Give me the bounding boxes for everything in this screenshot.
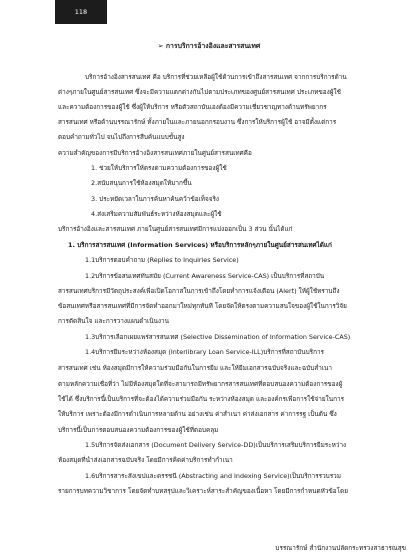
body-line: ให้บริการ เพราะต้องมีการดำเนินการหลายด้าน อย่างเช่น ค่าสำเนา ค่าส่งเอกสาร ค่าการรฐ เป็นต้น ซึ่ง xyxy=(58,410,337,418)
body-line: ห้องสมุดที่นำส่งเอกสารฉบับจริง โดยมีการคิดค่าบริการทำกำเนา xyxy=(58,456,233,464)
body-line: 1.6บริการสาระสังเขปและดรรชนี (Abstracting and Indexing Service)เป็นบริการรวบรวม xyxy=(85,472,341,480)
list-item: 3. ประหยัดเวลาในการค้นหาค้นคว้าข้อเท็จจริง xyxy=(91,195,219,203)
body-line: ข้อสนเทศหรือสารสนเทศที่มีการจัดทำออกมาใหม่ทุกทันที โดยจัดให้ตรงตามความสนใจของผู้ใช้ในการวิจัย xyxy=(58,302,347,310)
page-footer: บรรณารักษ์ สำนักงานปลัดกระทรวงสาธารณสุข xyxy=(275,544,406,552)
list-item: 1. ช่วยให้บริการให้ตรงตามความต้องการของผู้ใช้ xyxy=(91,164,227,172)
body-line: ใช้ได้ ซึ่งบริการนี้เป็นบริการที่จะต้องได้ความร่วมมือกัน ระหว่างห้องสมุด และองค์กรเพื่อการใช้จ่ายในการ xyxy=(58,395,345,403)
body-line: ความสำคัญของการมีบริการอ้างอิงสารสนเทศภายในศูนย์สารสนเทศคือ xyxy=(58,149,252,157)
section-heading: ➢ การบริการอ้างอิงและสารสนเทศ xyxy=(157,42,261,50)
body-line: 1.5บริการจัดส่งเอกสาร (Document Delivery Service-DD)เป็นบริการเสริมบริการยืมระหว่าง xyxy=(85,441,347,449)
list-item: 2.สนับสนุนการใช้ห้องสมุดให้มากขึ้น xyxy=(91,179,192,187)
body-line: บริการนี้เป็นการตอบสนองความต้องการของผู้ใช้ที่ตอบคลุม xyxy=(58,426,219,434)
body-line: 1.1บริการตอบคำถาม (Replies to Inquiries Service) xyxy=(85,256,239,264)
body-line: 1.2บริการข้อสนเทศทันสมัย (Current Awareness Service-CAS) เป็นบริการที่สถาบัน xyxy=(85,272,325,280)
body-line: บริการอ้างอิงและสารสนเทศ ภายในศูนย์สารสนเทศมีการแบ่งออกเป็น 3 ส่วน นั้นได้แก่ xyxy=(58,225,293,233)
page-number-badge xyxy=(55,0,107,24)
body-line: และความต้องการของผู้ใช้ ซึ่งผู้ให้บริการ หรือตัวสถาบันเองต้องมีความเชี่ยวชาญทางด้านทรัพยากร xyxy=(58,103,327,111)
body-line: รายการบทความวิชาการ โดยจัดทำบทสรุปและวิเคราะห์สาระสำคัญของเนื้อหา โดยมีการกำหนดหัวข้อโดย xyxy=(58,487,348,495)
body-line: 1.4บริการยืมระหว่างห้องสมุด (Interlibrary Loan Service-ILL)บริการที่สถาบันบริการ xyxy=(85,348,324,356)
list-item: 4.ส่งเสริมความสัมพันธ์ระหว่างห้องสมุดและผู้ใช้ xyxy=(91,210,222,218)
body-line: การตัดสินใจ และการวางแผนดำเนินงาน xyxy=(58,317,169,325)
page-number: 118 xyxy=(74,8,88,16)
body-line: ตอบคำถามทั่วไป จนไปถึงการสืบค้นแบบขั้นสูง xyxy=(58,133,185,141)
body-line: 1.3บริการเลือกเผยแพร่สารสนเทศ (Selective Dissemination of Information Service-CAS) xyxy=(85,333,351,341)
body-line: ตามหลักความเชื่อที่ว่า ไม่มีห้องสมุดใดที่จะสามารถมีทรัพยากรสารสนเทศที่ตอบสนองความต้องการของผู้ xyxy=(58,380,343,388)
body-line: บริการอ้างอิงสารสนเทศ คือ บริการที่ช่วยเหลือผู้ใช้ด้านการเข้าถึงสารสนเทศ จากการบริการด้าน xyxy=(85,73,347,81)
body-line: สารสนเทศ เช่น ห้องสมุดมีการให้ความร่วมมือกันในการยืม และให้ยืมเอกสารฉบับจริงและฉบับสำเนา xyxy=(58,364,332,372)
body-line: ต่างๆภายในศูนย์สารสนเทศ ซึ่งจะมีความแตกต่างกันไปตามประเภทของศูนย์สารสนเทศ ประเภทของผู้ใช้ xyxy=(58,88,341,96)
subsection-heading: 1. บริการสารสนเทศ (Information Services) หรือบริการหลักๆภายในศูนย์สารสนเทศได้แก่ xyxy=(68,241,332,249)
body-line: สารสนเทศ หรือด้านบรรณารักษ์ ทั้งภายในและภายนอกกรอบงาน ซึ่งการให้บริการผู้ใช้ อาจมีตั้งแต่การ xyxy=(58,118,337,126)
body-line: สารสนเทศบริการมีวัตถุประสงค์เพื่อเปิดโอกาสในการเข้าถึงโดยทำการแจ้งเตือน (Alert) ให้ผู้ใช้ทราบถึง xyxy=(58,287,340,295)
